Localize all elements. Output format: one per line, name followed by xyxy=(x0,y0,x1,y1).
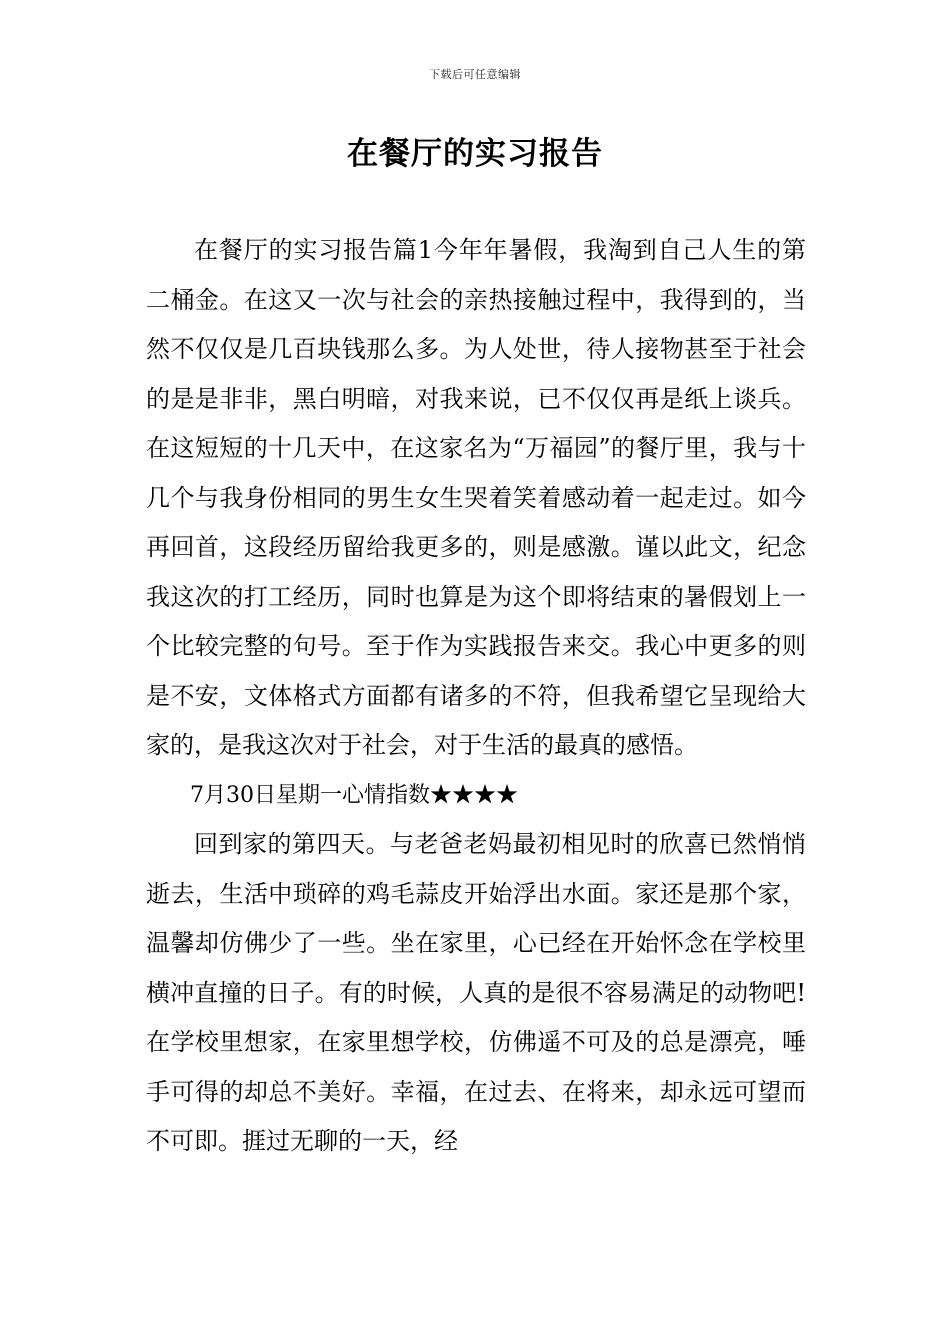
diary-date-line: 7月30日星期一心情指数★★★★ xyxy=(190,782,518,808)
paragraph-intro: 在餐厅的实习报告篇1今年年暑假，我淘到自己人生的第二桶金。在这又一次与社会的亲热接触过程中，我得到的，当然不仅仅是几百块钱那么多。为人处世，待人接物甚至于社会的是是非非，黑白明暗，对我来说，已不仅仅再是纸上谈兵。在这短短的十几天中，在这家名为“万福园”的餐厅里，我与十几个与我身份相同的男生女生哭着笑着感动着一起走过。如今再回首，这段经历留给我更多的，则是感激。谨以此文，纪念我这次的打工经历，同时也算是为这个即将结束的暑假划上一个比较完整的句号。至于作为实践报告来交。我心中更多的则是不安，文体格式方面都有诸多的不符，但我希望它呈现给大家的，是我这次对于社会，对于生活的最真的感悟。 xyxy=(146,236,806,759)
document-title: 在餐厅的实习报告 xyxy=(347,136,603,172)
paragraph-diary: 回到家的第四天。与老爸老妈最初相见时的欣喜已然悄悄逝去，生活中琐碎的鸡毛蒜皮开始浮出水面。家还是那个家，温馨却仿佛少了一些。坐在家里，心已经在开始怀念在学校里横冲直撞的日子。有的时候，人真的是很不容易满足的动物吧!在学校里想家，在家里想学校，仿佛遥不可及的总是漂亮，唾手可得的却总不美好。幸福，在过去、在将来，却永远可望而不可即。捱过无聊的一天，经 xyxy=(146,830,806,1155)
page-header-note: 下载后可任意编辑 xyxy=(429,68,521,81)
document-body xyxy=(146,226,806,1167)
